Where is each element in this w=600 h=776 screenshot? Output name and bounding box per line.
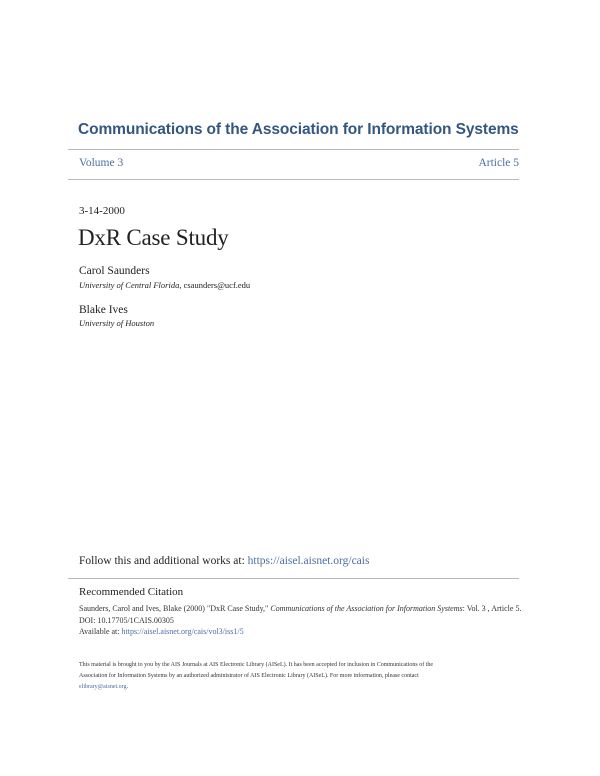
publication-date: 3-14-2000 [79, 205, 125, 217]
citation-authors: Saunders, Carol and Ives, Blake (2000) "DxR Case Study," [79, 604, 271, 613]
follow-text: Follow this and additional works at: [79, 555, 248, 567]
citation-line [79, 603, 529, 615]
notice-contact [79, 682, 524, 693]
library-notice [79, 660, 524, 693]
contact-email-link[interactable]: elibrary@aisnet.org [79, 684, 127, 690]
paper-title: DxR Case Study [78, 225, 229, 250]
notice-line: Association for Information Systems by an authorized administrator of AIS Electronic Library (AISeL). For more information, please contact [79, 673, 419, 679]
citation-volume: : Vol. 3 , Article 5. [462, 604, 522, 613]
author-name: Blake Ives [79, 304, 128, 316]
notice-period: . [126, 684, 129, 690]
citation-divider [68, 578, 519, 579]
affiliation-name: University of Central Florida [79, 280, 180, 290]
volume-link[interactable]: Volume 3 [79, 157, 124, 169]
top-divider [68, 149, 519, 150]
citation-doi: DOI: 10.17705/1CAIS.00305 [79, 615, 174, 625]
follow-works-line [79, 555, 369, 567]
citation-body [79, 603, 529, 638]
available-link[interactable]: https://aisel.aisnet.org/cais/vol3/iss1/5 [121, 627, 244, 636]
header-divider [68, 179, 519, 180]
author-email: , csaunders@ucf.edu [179, 280, 251, 290]
author-affiliation: University of Houston [79, 318, 155, 328]
citation-available [79, 626, 529, 638]
author-name: Carol Saunders [79, 265, 150, 277]
citation-heading: Recommended Citation [79, 586, 184, 598]
article-link[interactable]: Article 5 [478, 157, 519, 169]
notice-line: This material is brought to you by the AIS Journals at AIS Electronic Library (AISeL). It has been accepted for inclusion in Communications of the [79, 662, 434, 668]
author-affiliation [79, 280, 250, 290]
follow-link[interactable]: https://aisel.aisnet.org/cais [247, 555, 370, 567]
available-label: Available at: [79, 627, 122, 636]
citation-journal: Communications of the Association for Information Systems [270, 604, 463, 613]
journal-title[interactable]: Communications of the Association for Information Systems [78, 121, 519, 138]
